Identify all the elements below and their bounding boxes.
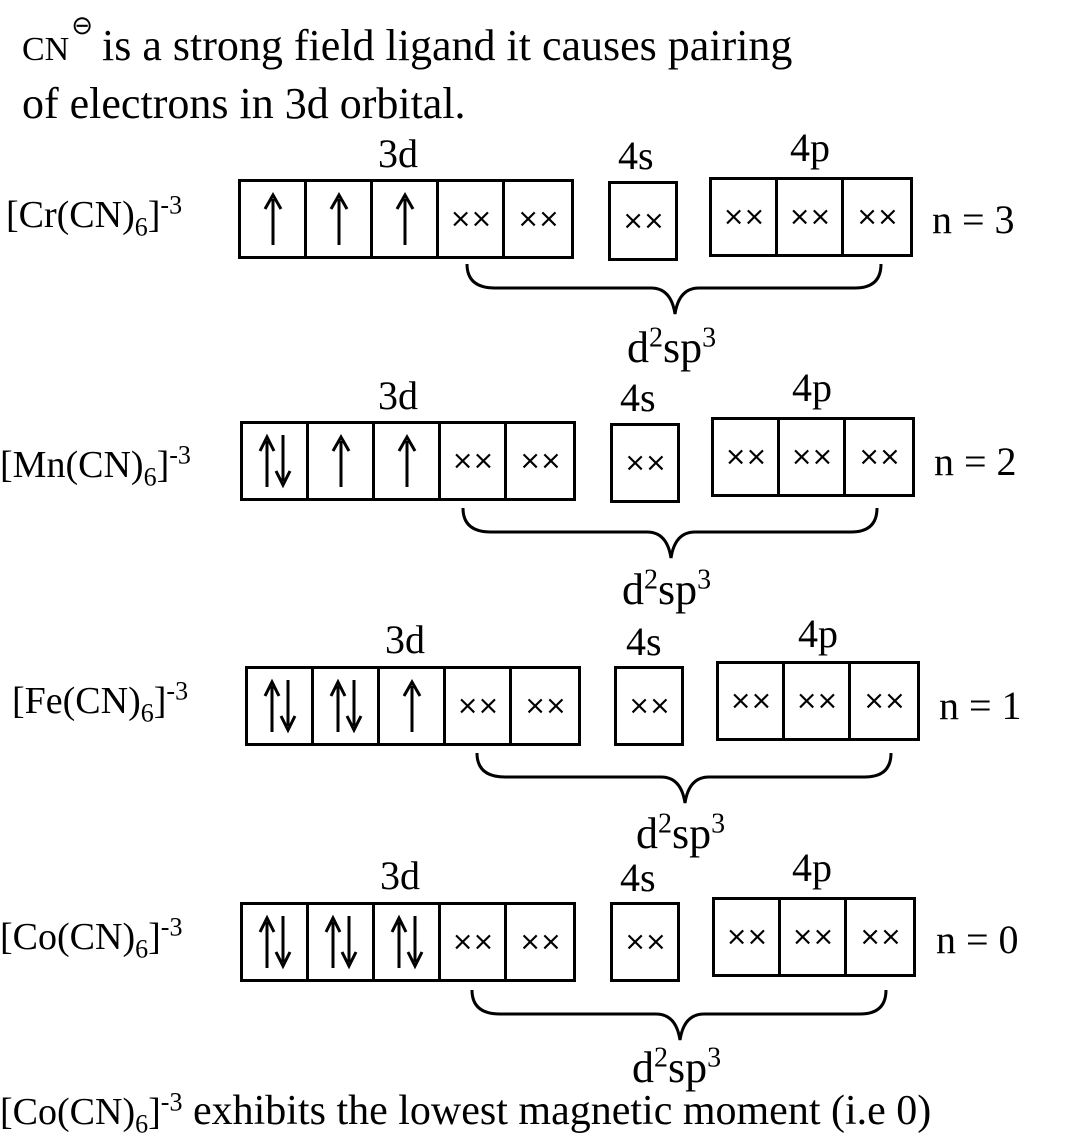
d-orbital-5 [512, 669, 578, 743]
orbital-label-4s: 4s [620, 375, 656, 420]
metal-symbol: Co [12, 1091, 58, 1133]
hybridization-brace-icon [475, 751, 895, 811]
ligand-pair-mark: ×× [451, 446, 494, 476]
d-orbital-1 [241, 182, 307, 256]
orbital-label-3d: 3d [380, 853, 420, 898]
d-orbital-1 [248, 669, 314, 743]
hybridization-brace-icon [461, 506, 881, 566]
arrow-pair-icon [385, 914, 429, 970]
ligand-pair-mark: ×× [624, 448, 666, 478]
intro-text [22, 11, 793, 130]
metal-symbol: Co [12, 916, 58, 958]
orbital-label-3d: 3d [378, 373, 418, 418]
d-orbital-1 [243, 424, 309, 498]
arrow-pair-icon [319, 914, 363, 970]
ligand-count: 6 [135, 1109, 149, 1139]
ligand-pair-mark: ×× [624, 927, 666, 957]
hybridization-label: $d^2sp^3$ [636, 808, 726, 858]
ligand-count: 6 [135, 934, 149, 964]
orbital-box-3d [240, 421, 576, 501]
conclusion-text: $[Co(CN)_6]^{-3}$ exhibits the lowest magnetic moment (i.e 0) [0, 1087, 932, 1139]
negative-charge-symbol: ⊖ [71, 11, 94, 40]
d-orbital-1 [243, 905, 309, 979]
intro-line-1 [22, 11, 793, 78]
conclusion-rest: exhibits the lowest magnetic moment (i.e 0) [182, 1088, 932, 1134]
ligand-pair-mark: ×× [858, 442, 900, 472]
d-orbital-3 [375, 905, 441, 979]
orbital-label-4p: 4p [798, 611, 838, 656]
cyanide-ion: CN [22, 31, 70, 68]
ligand-pair-mark: ×× [795, 686, 838, 716]
d-orbital-5 [505, 182, 571, 256]
p-orbital-2 [781, 900, 847, 974]
p-orbital-1 [715, 900, 781, 974]
d-orbital-4 [441, 424, 507, 498]
d-orbital-2 [307, 182, 373, 256]
ligand-pair-mark: ×× [724, 442, 767, 472]
ligand-pair-mark: ×× [449, 204, 492, 234]
ligand-pair-mark: ×× [729, 686, 772, 716]
orbital-label-4s: 4s [620, 855, 656, 900]
p-orbital-3 [844, 180, 910, 254]
orbital-box-3d [238, 179, 574, 259]
d-orbital-4 [441, 905, 507, 979]
p-orbital-2 [785, 664, 851, 738]
d-orbital-5 [507, 905, 573, 979]
d-orbital-4 [439, 182, 505, 256]
unpaired-electron-count: n = 1 [939, 683, 1022, 728]
ligand-pair-mark: ×× [628, 691, 670, 721]
p-orbital-3 [846, 420, 912, 494]
arrow-up-icon [319, 191, 359, 247]
ligand-pair-mark: ×× [859, 922, 901, 952]
complex-charge: -3 [160, 1087, 183, 1117]
ligand-count: 6 [140, 698, 154, 728]
arrow-up-icon [253, 191, 293, 247]
ligand-pair-mark: ×× [788, 202, 831, 232]
orbital-box-4s [608, 181, 678, 261]
complex-charge: -3 [160, 912, 183, 942]
arrow-up-icon [387, 433, 427, 489]
orbital-box-3d [240, 902, 576, 982]
ligand-pair-mark: ×× [519, 446, 561, 476]
arrow-up-icon [321, 433, 361, 489]
d-orbital-5 [507, 424, 573, 498]
complex-formula: $[Mn(CN)_6]^{-3}$ [0, 440, 191, 492]
intro-line-1-rest: is a strong field ligand it causes pairing [102, 21, 793, 70]
hybridization-brace-icon [465, 262, 885, 322]
orbital-label-4p: 4p [790, 125, 830, 170]
complex-charge: -3 [169, 440, 191, 470]
intro-line-2: of electrons in 3d orbital. [22, 79, 466, 128]
orbital-box-4p [711, 417, 915, 497]
orbital-box-3d [245, 666, 581, 746]
s-orbital [613, 426, 677, 500]
ligand-pair-mark: ×× [725, 922, 768, 952]
unpaired-electron-count: n = 2 [934, 439, 1017, 484]
complex-charge: -3 [160, 190, 183, 220]
p-orbital-3 [847, 900, 913, 974]
p-orbital-3 [851, 664, 917, 738]
hybridization-label: $d^2sp^3$ [622, 564, 712, 614]
d-orbital-2 [314, 669, 380, 743]
p-orbital-1 [719, 664, 785, 738]
orbital-box-4p [709, 177, 913, 257]
d-orbital-2 [309, 905, 375, 979]
orbital-box-4s [610, 423, 680, 503]
ligand-pair-mark: ×× [791, 922, 834, 952]
ligand-pair-mark: ×× [517, 204, 559, 234]
ligand-pair-mark: ×× [790, 442, 833, 472]
ligand-count: 6 [134, 212, 148, 242]
p-orbital-1 [714, 420, 780, 494]
arrow-pair-icon [253, 433, 297, 489]
orbital-label-3d: 3d [385, 617, 425, 662]
d-orbital-2 [309, 424, 375, 498]
d-orbital-4 [446, 669, 512, 743]
ligand-pair-mark: ×× [622, 206, 664, 236]
metal-symbol: Cr [18, 194, 57, 236]
hybridization-brace-icon [470, 988, 890, 1048]
ligand-pair-mark: ×× [451, 927, 494, 957]
complex-formula: $[Co(CN)_6]^{-3}$ [0, 912, 183, 964]
orbital-box-4p [716, 661, 920, 741]
ligand-pair-mark: ×× [856, 202, 898, 232]
arrow-up-icon [392, 678, 432, 734]
ligand-pair-mark: ×× [524, 691, 566, 721]
orbital-box-4p [712, 897, 916, 977]
orbital-label-4p: 4p [792, 845, 832, 890]
arrow-pair-icon [253, 914, 297, 970]
orbital-label-4s: 4s [618, 133, 654, 178]
d-orbital-3 [375, 424, 441, 498]
ligand-pair-mark: ×× [722, 202, 765, 232]
orbital-label-4s: 4s [626, 619, 662, 664]
hybridization-label: $d^2sp^3$ [627, 322, 717, 372]
d-orbital-3 [373, 182, 439, 256]
hybridization-label: $d^2sp^3$ [632, 1042, 722, 1092]
ligand-pair-mark: ×× [863, 686, 905, 716]
complex-charge: -3 [166, 676, 189, 706]
s-orbital [613, 905, 677, 979]
s-orbital [617, 669, 681, 743]
complex-formula: $[Fe(CN)_6]^{-3}$ [12, 676, 189, 728]
orbital-label-4p: 4p [792, 365, 832, 410]
p-orbital-2 [780, 420, 846, 494]
unpaired-electron-count: n = 0 [936, 917, 1019, 962]
unpaired-electron-count: n = 3 [932, 197, 1015, 242]
metal-symbol: Fe [24, 680, 63, 722]
arrow-up-icon [385, 191, 425, 247]
s-orbital [611, 184, 675, 258]
ligand-pair-mark: ×× [456, 691, 499, 721]
metal-symbol: Mn [12, 444, 66, 486]
p-orbital-1 [712, 180, 778, 254]
ligand-pair-mark: ×× [519, 927, 561, 957]
orbital-box-4s [614, 666, 684, 746]
d-orbital-3 [380, 669, 446, 743]
p-orbital-2 [778, 180, 844, 254]
orbital-label-3d: 3d [378, 131, 418, 176]
arrow-pair-icon [258, 678, 302, 734]
ligand-count: 6 [143, 462, 157, 492]
arrow-pair-icon [324, 678, 368, 734]
complex-formula: $[Cr(CN)_6]^{-3}$ [6, 190, 183, 242]
orbital-box-4s [610, 902, 680, 982]
